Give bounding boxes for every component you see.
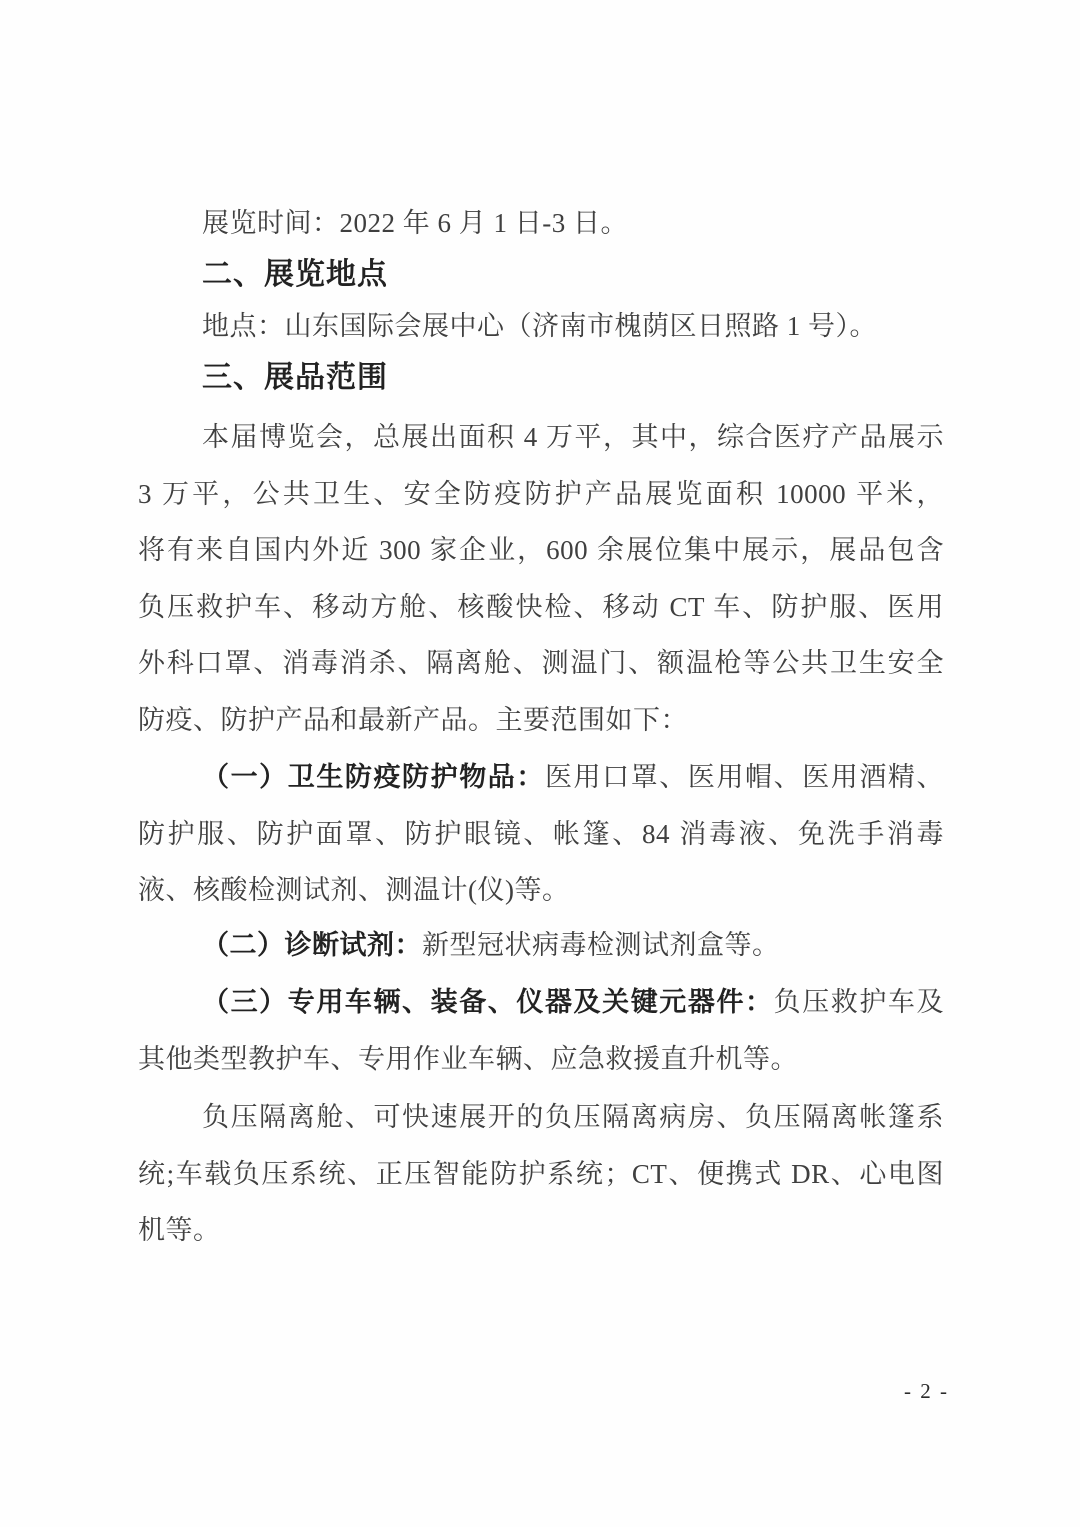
para-item-3 [138, 974, 944, 1087]
text-segment: 展览时间：2022 年 6 月 1 日-3 日。 [202, 208, 628, 238]
text-line [138, 298, 944, 355]
text-line [138, 806, 944, 863]
para-exhibition-time [138, 195, 944, 252]
text-line [138, 1089, 944, 1146]
text-line [138, 247, 944, 304]
text-segment: 新型冠状病毒检测试剂盒等。 [422, 930, 780, 960]
text-segment: 负压隔离舱、可快速展开的负压隔离病房、负压隔离帐篷系 [202, 1102, 944, 1132]
text-segment: （二）诊断试剂： [202, 930, 422, 960]
text-line [138, 635, 944, 692]
text-segment: 其他类型教护车、专用作业车辆、应急救援直升机等。 [138, 1043, 798, 1074]
text-segment: 医用口罩、医用帽、医用酒精、 [544, 762, 945, 792]
text-line [138, 409, 944, 466]
text-line [138, 692, 944, 749]
text-segment: 统;车载负压系统、正压智能防护系统；CT、便携式 DR、心电图 [138, 1158, 944, 1189]
text-segment: 机等。 [138, 1215, 221, 1245]
heading-exhibition-venue [138, 247, 944, 304]
text-line [138, 974, 944, 1031]
text-segment: 二、展览地点 [202, 258, 388, 291]
para-item-3-continued [138, 1089, 944, 1259]
text-line [138, 1031, 944, 1088]
text-segment: （一）卫生防疫防护物品： [202, 762, 545, 792]
text-segment: 防护服、防护面罩、防护眼镜、帐篷、84 消毒液、免洗手消毒 [138, 818, 944, 849]
text-line [138, 1146, 944, 1203]
text-segment: 防疫、防护产品和最新产品。主要范围如下： [138, 704, 688, 735]
text-line [138, 917, 944, 974]
para-item-1 [138, 749, 944, 919]
text-segment: 液、核酸检测试剂、测温计(仪)等。 [138, 875, 570, 905]
text-line [138, 579, 944, 636]
text-line [138, 466, 944, 523]
text-line [138, 749, 944, 806]
text-line [138, 522, 944, 579]
page-number: - 2 - [904, 1379, 949, 1403]
text-segment: 将有来自国内外近 300 家企业，600 余展位集中展示，展品包含 [138, 535, 944, 565]
text-segment: （三）专用车辆、装备、仪器及关键元器件： [202, 987, 774, 1017]
text-segment: 负压救护车、移动方舱、核酸快检、移动 CT 车、防护服、医用 [138, 591, 944, 622]
heading-exhibit-scope [138, 350, 944, 407]
text-segment: 本届博览会，总展出面积 4 万平，其中，综合医疗产品展示 [202, 422, 944, 452]
text-segment: 三、展品范围 [202, 361, 388, 394]
para-overview [138, 409, 944, 748]
text-line [138, 195, 944, 252]
text-segment: 3 万平，公共卫生、安全防疫防护产品展览面积 10000 平米， [138, 478, 944, 509]
para-venue [138, 298, 944, 355]
text-segment: 地点：山东国际会展中心（济南市槐荫区日照路 1 号）。 [202, 311, 877, 341]
para-item-2 [138, 917, 944, 974]
text-segment: 外科口罩、消毒消杀、隔离舱、测温门、额温枪等公共卫生安全 [138, 648, 944, 678]
text-line [138, 350, 944, 407]
text-line [138, 862, 944, 919]
text-segment: 负压救护车及 [773, 987, 945, 1017]
text-line [138, 1202, 944, 1259]
